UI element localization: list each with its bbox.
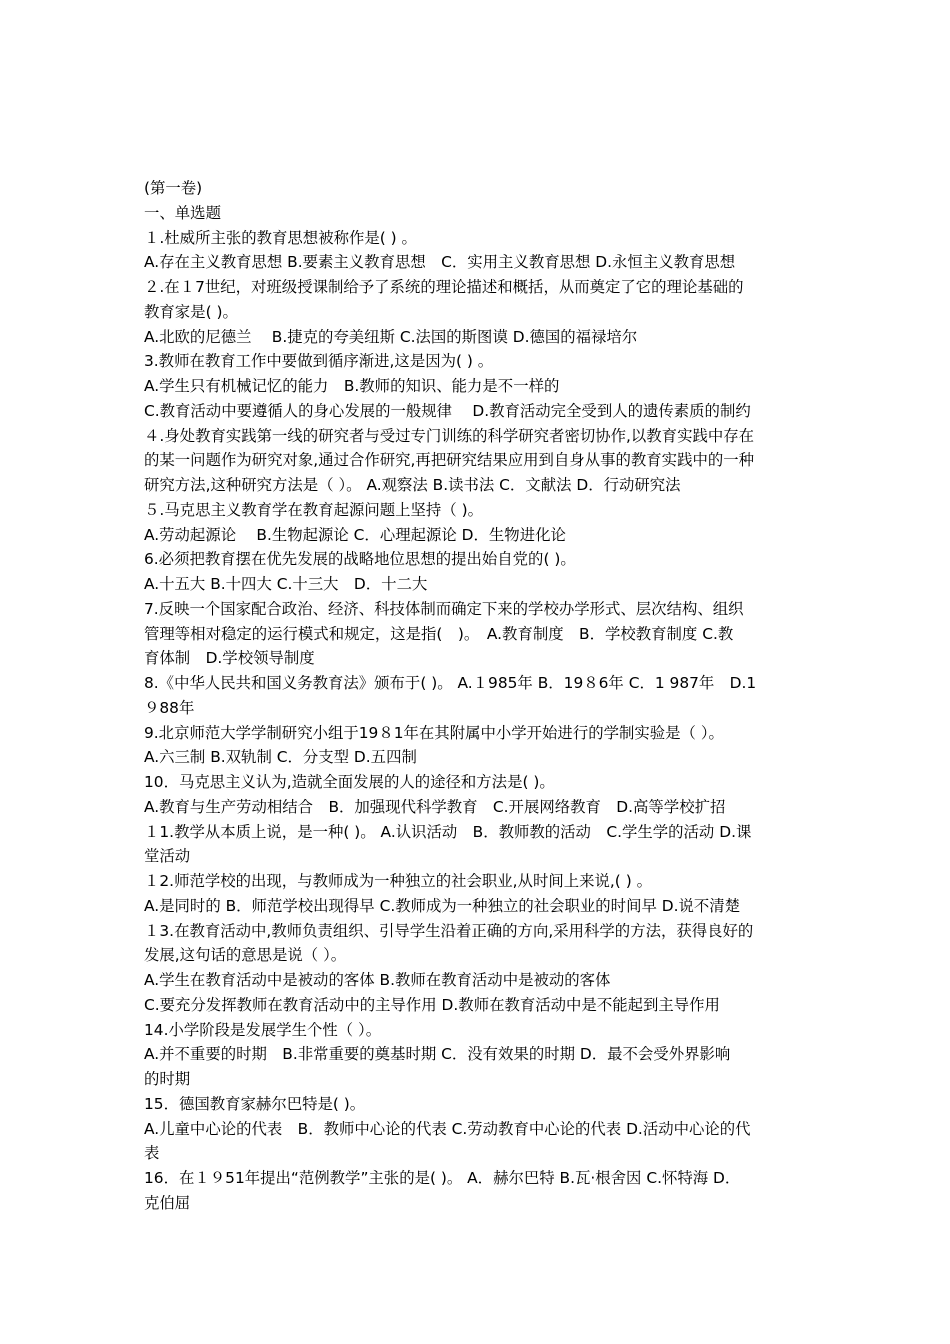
- section-heading: 一、单选题: [144, 203, 221, 222]
- options-line: C.要充分发挥教师在教育活动中的主导作用 D.教师在教育活动中是不能起到主导作用: [144, 995, 720, 1014]
- question-line: １1.教学从本质上说，是一种( )。 A.认识活动 B．教师教的活动 C.学生学的活动 D.课: [144, 822, 752, 841]
- options-line: C.教育活动中要遵循人的身心发展的一般规律 D.教育活动完全受到人的遗传素质的制约: [144, 401, 751, 420]
- question-line: 发展,这句话的意思是说（ ）。: [144, 946, 347, 965]
- question-line: ４.身处教育实践第一线的研究者与受过专门训练的科学研究者密切协作,以教育实践中存在: [144, 426, 755, 445]
- question-line: １3.在教育活动中,教师负责组织、引导学生沿着正确的方向,采用科学的方法，获得良好的: [144, 921, 754, 940]
- options-line: A.是同时的 B．师范学校出现得早 C.教师成为一种独立的社会职业的时间早 D.说不清楚: [144, 896, 741, 915]
- question-line: 3.教师在教育工作中要做到循序渐进,这是因为( ) 。: [144, 352, 494, 371]
- question-line: 14.小学阶段是发展学生个性（ ）。: [144, 1020, 382, 1039]
- options-line: A.存在主义教育思想 B.要素主义教育思想 C．实用主义教育思想 D.永恒主义教育思想: [144, 253, 736, 272]
- question-line: ９88年: [144, 698, 195, 717]
- question-line: 15．德国教育家赫尔巴特是( )。: [144, 1094, 366, 1113]
- document-body: [144, 176, 816, 1216]
- question-line: 8.《中华人民共和国义务教育法》颁布于( )。 A.１985年 B．19８6年 C．1 987年 D.1: [144, 674, 757, 692]
- options-line: A.并不重要的时期 B.非常重要的奠基时期 C．没有效果的时期 D．最不会受外界影响: [144, 1045, 731, 1064]
- options-line: A.学生只有机械记忆的能力 B.教师的知识、能力是不一样的: [144, 377, 560, 395]
- question-line: ２.在１7世纪，对班级授课制给予了系统的理论描述和概括，从而奠定了它的理论基础的: [144, 278, 744, 296]
- question-line: １.杜威所主张的教育思想被称作是( ) 。: [144, 228, 417, 247]
- options-line: 表: [144, 1144, 160, 1163]
- question-line: 育体制 D.学校领导制度: [144, 649, 315, 668]
- question-line: 9.北京师范大学学制研究小组于19８1年在其附属中小学开始进行的学制实验是（ ）。: [144, 723, 724, 742]
- options-line: A.六三制 B.双轨制 C．分支型 D.五四制: [144, 748, 417, 767]
- question-line: 管理等相对稳定的运行模式和规定，这是指( )。 A.教育制度 B．学校教育制度 C.教: [144, 624, 734, 643]
- question-line: 的某一问题作为研究对象,通过合作研究,再把研究结果应用到自身从事的教育实践中的一种: [144, 451, 755, 470]
- options-line: A.学生在教育活动中是被动的客体 B.教师在教育活动中是被动的客体: [144, 971, 611, 989]
- options-line: A.教育与生产劳动相结合 B．加强现代科学教育 C.开展网络教育 D.高等学校扩招: [144, 797, 726, 816]
- question-line: 7.反映一个国家配合政治、经济、科技体制而确定下来的学校办学形式、层次结构、组织: [144, 599, 744, 618]
- options-line: A.劳动起源论 B.生物起源论 C．心理起源论 D．生物进化论: [144, 525, 566, 544]
- options-line: A.北欧的尼德兰 B.捷克的夸美纽斯 C.法国的斯图谟 D.德国的福禄培尔: [144, 327, 638, 346]
- question-line: 堂活动: [144, 847, 191, 866]
- options-line: A.十五大 B.十四大 C.十三大 D．十二大: [144, 575, 428, 593]
- question-line: 研究方法,这种研究方法是（ ）。 A.观察法 B.读书法 C．文献法 D．行动研究法: [144, 476, 681, 494]
- question-line: 6.必须把教育摆在优先发展的战略地位思想的提出始自党的( )。: [144, 550, 576, 569]
- options-line: A.儿童中心论的代表 B．教师中心论的代表 C.劳动教育中心论的代表 D.活动中心论的代: [144, 1119, 751, 1138]
- question-line: 16．在１９51年提出“范例教学”主张的是( )。 A．赫尔巴特 B.瓦·根舍因 C.怀特海 D．: [144, 1169, 741, 1187]
- options-line: 的时期: [144, 1070, 191, 1088]
- question-line: １2.师范学校的出现，与教师成为一种独立的社会职业,从时间上来说,( ) 。: [144, 872, 652, 890]
- question-line: 10．马克思主义认为,造就全面发展的人的途径和方法是( )。: [144, 773, 555, 791]
- question-line: 教育家是( )。: [144, 302, 238, 321]
- question-line: ５.马克思主义教育学在教育起源问题上坚持（ )。: [144, 500, 483, 519]
- volume-heading: (第一卷): [144, 179, 203, 197]
- question-line: 克伯屈: [144, 1193, 191, 1212]
